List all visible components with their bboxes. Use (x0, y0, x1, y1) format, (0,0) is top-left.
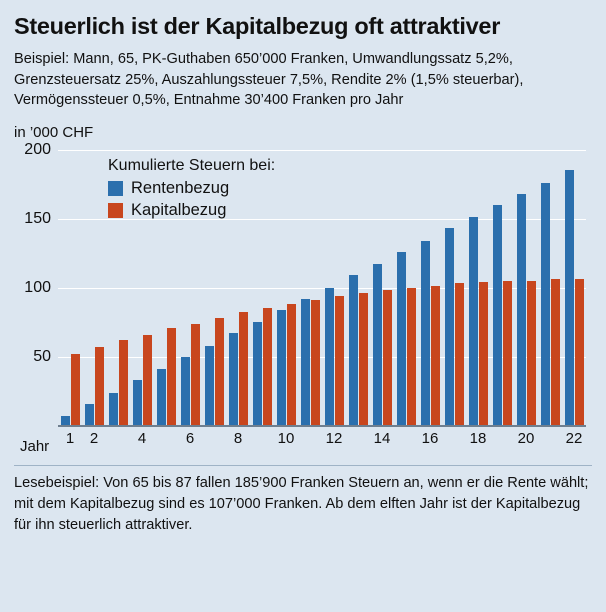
chart-area (14, 143, 592, 461)
bar-rentenbezug-2 (85, 404, 94, 427)
bar-group (370, 151, 394, 427)
y-tick-label-50: 50 (33, 348, 51, 365)
x-tick-label-14: 14 (373, 430, 391, 447)
bar-kapitalbezug-11 (311, 300, 320, 427)
bar-kapitalbezug-5 (167, 328, 176, 427)
chart-subtitle: Beispiel: Mann, 65, PK-Guthaben 650’000 Franken, Umwandlungssatz 5,2%, Grenzsteuersatz 25%, Auszahlungssteuer 7,5%, Rendite 2% (1,5% steuerbar), Vermögenssteuer 0,5%, Entnahme 30’400 Franken pro Jahr (14, 50, 524, 109)
x-tick-label-18: 18 (469, 430, 487, 447)
y-tick-label-200: 200 (24, 141, 51, 158)
bar-group (58, 151, 82, 427)
bar-rentenbezug-8 (229, 333, 238, 427)
bar-kapitalbezug-2 (95, 347, 104, 427)
y-axis-unit-label: in ’000 CHF (14, 124, 94, 141)
y-tick-label-150: 150 (24, 210, 51, 227)
bar-rentenbezug-9 (253, 322, 262, 427)
bar-rentenbezug-18 (469, 217, 478, 427)
x-tick-label-20: 20 (517, 430, 535, 447)
bar-rentenbezug-11 (301, 299, 310, 427)
bar-group (538, 151, 562, 427)
legend-label-kapitalbezug: Kapitalbezug (131, 201, 227, 219)
bar-rentenbezug-20 (517, 194, 526, 427)
bar-rentenbezug-21 (541, 183, 550, 427)
page-title: Steuerlich ist der Kapitalbezug oft attraktiver (14, 13, 501, 39)
x-tick-label-16: 16 (421, 430, 439, 447)
x-tick-label-22: 22 (565, 430, 583, 447)
bar-rentenbezug-3 (109, 393, 118, 428)
bar-kapitalbezug-14 (383, 290, 392, 427)
bar-rentenbezug-17 (445, 228, 454, 427)
bar-kapitalbezug-17 (455, 283, 464, 427)
bar-rentenbezug-10 (277, 310, 286, 427)
bar-group (442, 151, 466, 427)
bar-group (466, 151, 490, 427)
bar-rentenbezug-4 (133, 380, 142, 427)
bar-group (82, 151, 106, 427)
bar-group (274, 151, 298, 427)
bar-kapitalbezug-9 (263, 308, 272, 427)
legend-item-rentenbezug (108, 179, 275, 198)
bar-group (514, 151, 538, 427)
legend-item-kapitalbezug (108, 201, 275, 220)
x-tick-label-1: 1 (65, 430, 75, 447)
bar-group (346, 151, 370, 427)
x-tick-label-8: 8 (233, 430, 243, 447)
bar-kapitalbezug-3 (119, 340, 128, 427)
chart-legend (108, 157, 275, 220)
bar-rentenbezug-16 (421, 241, 430, 427)
x-tick-label-4: 4 (137, 430, 147, 447)
bar-rentenbezug-12 (325, 288, 334, 427)
bar-group (562, 151, 586, 427)
x-axis-tick-labels (58, 430, 586, 447)
bar-rentenbezug-5 (157, 369, 166, 427)
bar-kapitalbezug-18 (479, 282, 488, 427)
bar-rentenbezug-7 (205, 346, 214, 427)
bar-kapitalbezug-22 (575, 279, 584, 427)
bar-kapitalbezug-16 (431, 286, 440, 427)
legend-swatch-rentenbezug (108, 181, 123, 196)
bar-kapitalbezug-19 (503, 281, 512, 427)
bar-kapitalbezug-6 (191, 324, 200, 428)
legend-label-rentenbezug: Rentenbezug (131, 179, 230, 197)
x-tick-label-2: 2 (89, 430, 99, 447)
bar-rentenbezug-14 (373, 264, 382, 427)
bar-rentenbezug-6 (181, 357, 190, 427)
legend-title: Kumulierte Steuern bei: (108, 157, 276, 174)
bar-kapitalbezug-10 (287, 304, 296, 427)
bar-group (394, 151, 418, 427)
x-axis-name: Jahr (20, 438, 50, 455)
divider (14, 465, 592, 466)
bar-kapitalbezug-4 (143, 335, 152, 427)
bar-kapitalbezug-13 (359, 293, 368, 427)
bar-rentenbezug-15 (397, 252, 406, 427)
x-tick-label-6: 6 (185, 430, 195, 447)
chart-annotation: Lesebeispiel: Von 65 bis 87 fallen 185’900 Franken Steuern an, wenn er die Rente wählt; mit dem Kapitalbezug sind es 107’000 Franken. Ab dem elften Jahr ist der Kapitalbezug für ihn steuerlich attraktiver. (14, 475, 589, 534)
bar-kapitalbezug-21 (551, 279, 560, 427)
bar-group (322, 151, 346, 427)
x-tick-label-12: 12 (325, 430, 343, 447)
bar-kapitalbezug-20 (527, 281, 536, 427)
bar-kapitalbezug-7 (215, 318, 224, 427)
bar-group (298, 151, 322, 427)
bar-rentenbezug-22 (565, 170, 574, 427)
bar-kapitalbezug-1 (71, 354, 80, 427)
bar-kapitalbezug-12 (335, 296, 344, 427)
y-tick-label-100: 100 (24, 279, 51, 296)
bar-kapitalbezug-15 (407, 288, 416, 427)
bar-rentenbezug-13 (349, 275, 358, 427)
x-axis-line (58, 425, 586, 427)
bar-kapitalbezug-8 (239, 312, 248, 427)
legend-swatch-kapitalbezug (108, 203, 123, 218)
x-tick-label-10: 10 (277, 430, 295, 447)
bar-group (418, 151, 442, 427)
bar-rentenbezug-19 (493, 205, 502, 427)
bar-group (490, 151, 514, 427)
